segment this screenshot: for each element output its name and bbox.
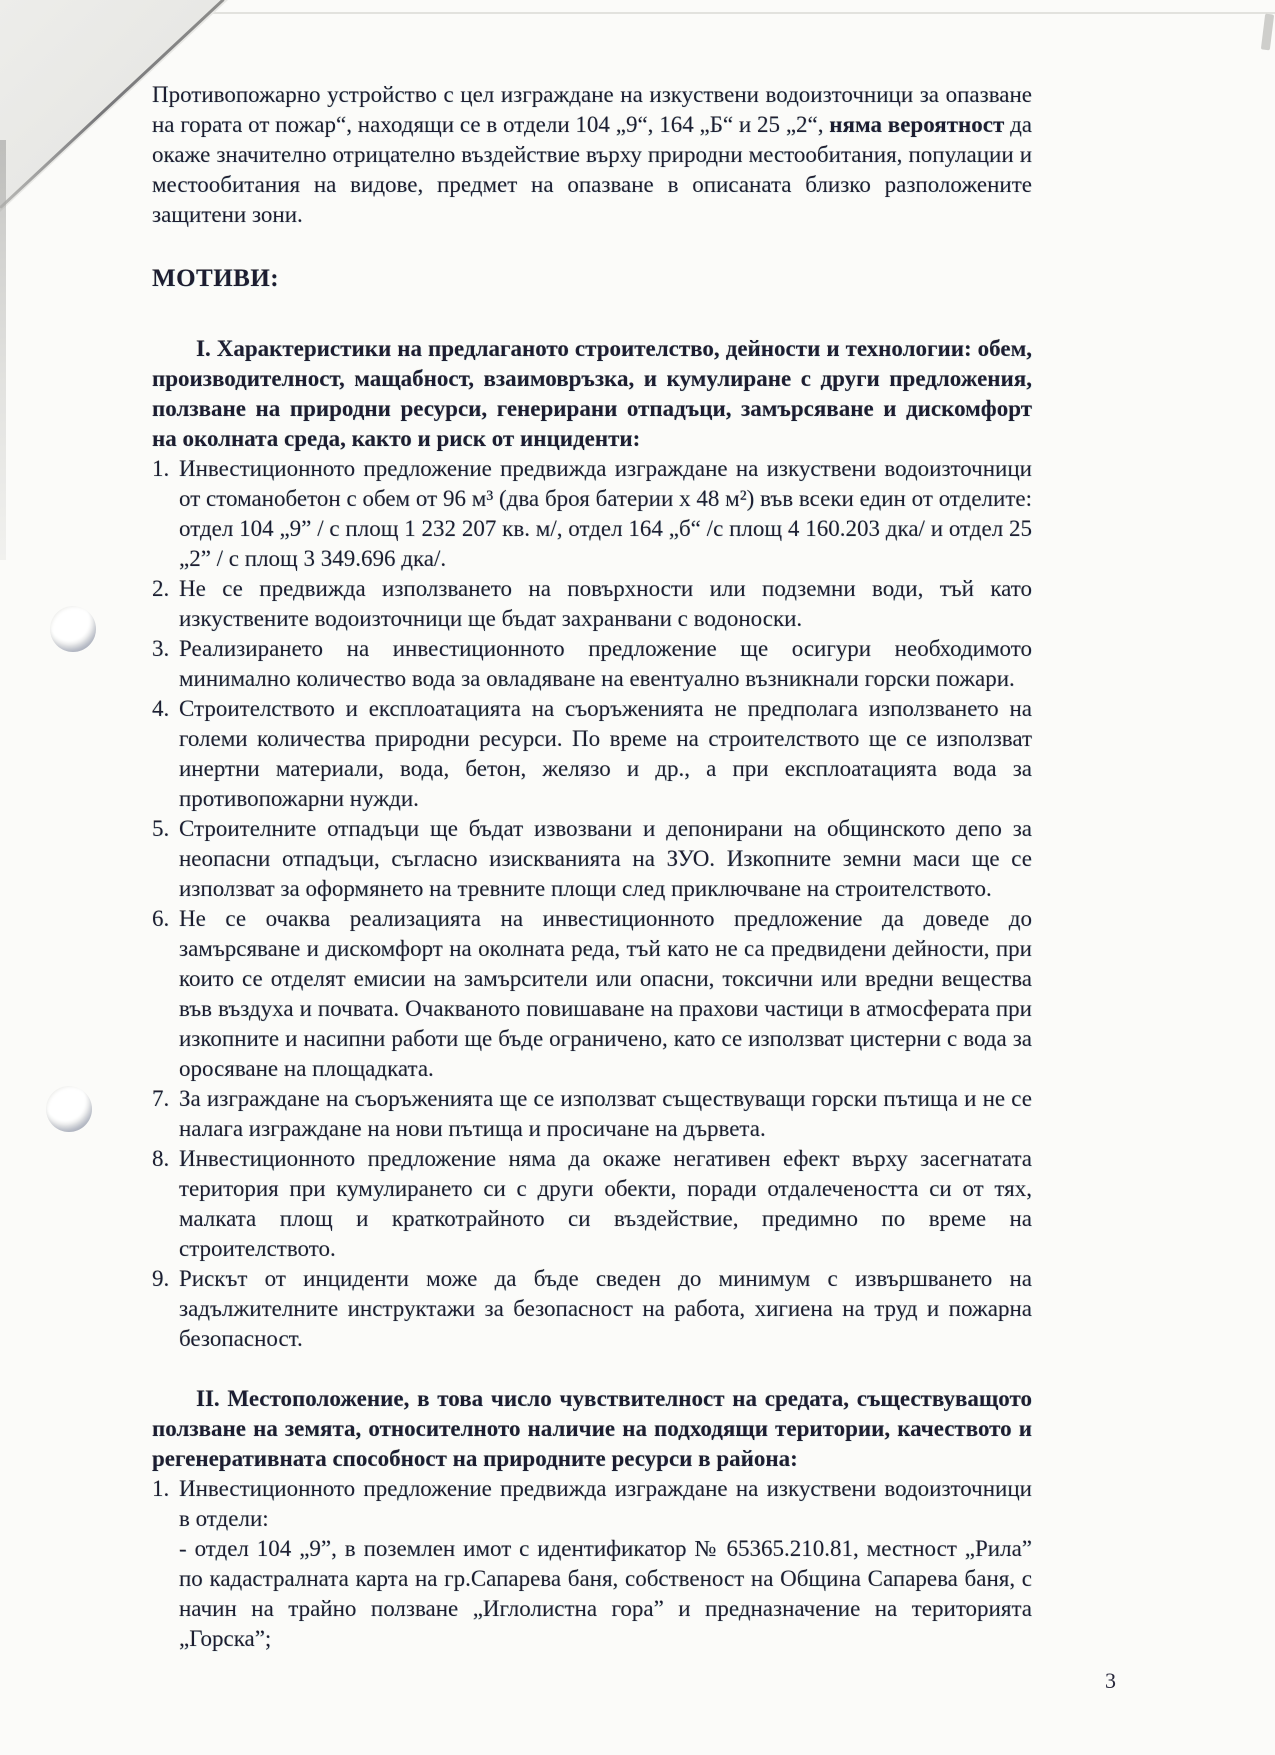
list-item [152,454,1032,574]
list-item-text: Строителните отпадъци ще бъдат извозвани и депонирани на общинското депо за неопасни отпадъци, съгласно изискванията на ЗУО. Изкопните земни маси ще се използват за оформянето на тревните площи след приключване на строителството. [179,816,1032,901]
list-item-number: 7. [152,1086,170,1111]
list-item [152,814,1032,904]
list-item-text: Рискът от инциденти може да бъде сведен до минимум с извършването на задължителните инструктажи за безопасност на работа, хигиена на труд и пожарна безопасност. [179,1266,1032,1351]
list-item-number: 9. [152,1266,170,1291]
list-item-text: Строителството и експлоатацията на съоръженията не предполага използването на големи количества природни ресурси. По време на строителството ще се използват инертни материали, вода, бетон, желязо и др., а при експлоатацията вода за противопожарни нужди. [179,696,1032,811]
list-item-subitem: - отдел 104 „9”, в поземлен имот с идентификатор № 65365.210.81, местност „Рила” по кадастралната карта на гр.Сапарева баня, собственост на Община Сапарева баня, с начин на трайно ползване „Иглолистна гора” и предназначение на територията „Горска”; [179,1536,1032,1651]
list-item-text: За изграждане на съоръженията ще се използват съществуващи горски пътища и не се налага изграждане на нови пътища и просичане на дървета. [179,1086,1032,1141]
list-item [152,694,1032,814]
list-item-number: 4. [152,696,170,721]
intro-text-pre: Противопожарно устройство с цел изграждане на изкуствени водоизточници за опазване на гората от пожар“, находящи се в отдели 104 „9“, 164 „Б“ и 25 „2“, [152,82,1032,137]
list-item [152,1474,1032,1654]
document-page [152,80,1032,1654]
list-item [152,1084,1032,1144]
list-item [152,1144,1032,1264]
list-item-number: 1. [152,1476,170,1501]
section2-list [152,1474,1032,1654]
section1-list [152,454,1032,1354]
list-item-number: 5. [152,816,170,841]
motives-heading: МОТИВИ: [152,265,280,292]
list-item-number: 1. [152,456,170,481]
list-item [152,1264,1032,1354]
list-item-lead: Инвестиционното предложение предвижда изграждане на изкуствени водоизточници в отдели: [179,1476,1032,1531]
list-item-number: 2. [152,576,170,601]
intro-paragraph [152,80,1032,230]
intro-text-post: да окаже значително отрицателно въздействие върху природни местообитания, популации и местообитания на видове, предмет на опазване в описаната близко разположените защитени зони. [152,112,1033,227]
list-item-text: Не се предвижда използването на повърхности или подземни води, тъй като изкуствените водоизточници ще бъдат захранвани с водоноски. [179,576,1032,631]
list-item-text: Реализирането на инвестиционното предложение ще осигури необходимото минимално количество вода за овладяване на евентуално възникнали горски пожари. [179,636,1032,691]
punch-hole-shadow [50,606,96,652]
list-item-number: 3. [152,636,170,661]
punch-hole-shadow [46,1086,92,1132]
list-item-text: Инвестиционното предложение няма да окаже негативен ефект върху засегнатата територия при кумулирането си с други обекти, поради отдалечеността си от тях, малката площ и краткотрайното си въздействие, предимно по време на строителството. [179,1146,1032,1261]
scan-left-smudge [0,140,6,560]
list-item-text [179,1474,1032,1654]
list-item-number: 6. [152,906,170,931]
section2-heading: II. Местоположение, в това число чувствителност на средата, съществуващото ползване на земята, относителното наличие на подходящи територии, качеството и регенеративната способност на природните ресурси в района: [152,1386,1032,1471]
page-number: 3 [1105,1668,1116,1693]
list-item [152,574,1032,634]
list-item-number: 8. [152,1146,170,1171]
intro-text-bold: няма вероятност [829,112,1005,137]
section1-heading: I. Характеристики на предлаганото строителство, дейности и технологии: обем, производителност, мащабност, взаимовръзка, и кумулиране с други предложения, ползване на природни ресурси, генерирани отпадъци, замърсяване и дискомфорт на околната среда, както и риск от инциденти: [152,336,1032,451]
list-item-text: Не се очаква реализацията на инвестиционното предложение да доведе до замърсяване и дискомфорт на околната реда, тъй като не са предвидени дейности, при които се отделят емисии на замърсители или опасни, токсични или вредни вещества във въздуха и почвата. Очакваното повишаване на прахови частици в атмосферата при изкопните и насипни работи ще бъде ограничено, като се използват цистерни с вода за оросяване на площадката. [179,906,1032,1081]
list-item-text: Инвестиционното предложение предвижда изграждане на изкуствени водоизточници от стоманобетон с обем от 96 м³ (два броя батерии х 48 м²) във всеки един от отделите: отдел 104 „9” / с площ 1 232 207 кв. м/, отдел 164 „б“ /с площ 4 160.203 дка/ и отдел 25 „2” / с площ 3 349.696 дка/. [179,456,1032,571]
scan-topright-smudge [1261,14,1274,51]
list-item [152,904,1032,1084]
scan-edge-line [150,12,1275,14]
list-item [152,634,1032,694]
